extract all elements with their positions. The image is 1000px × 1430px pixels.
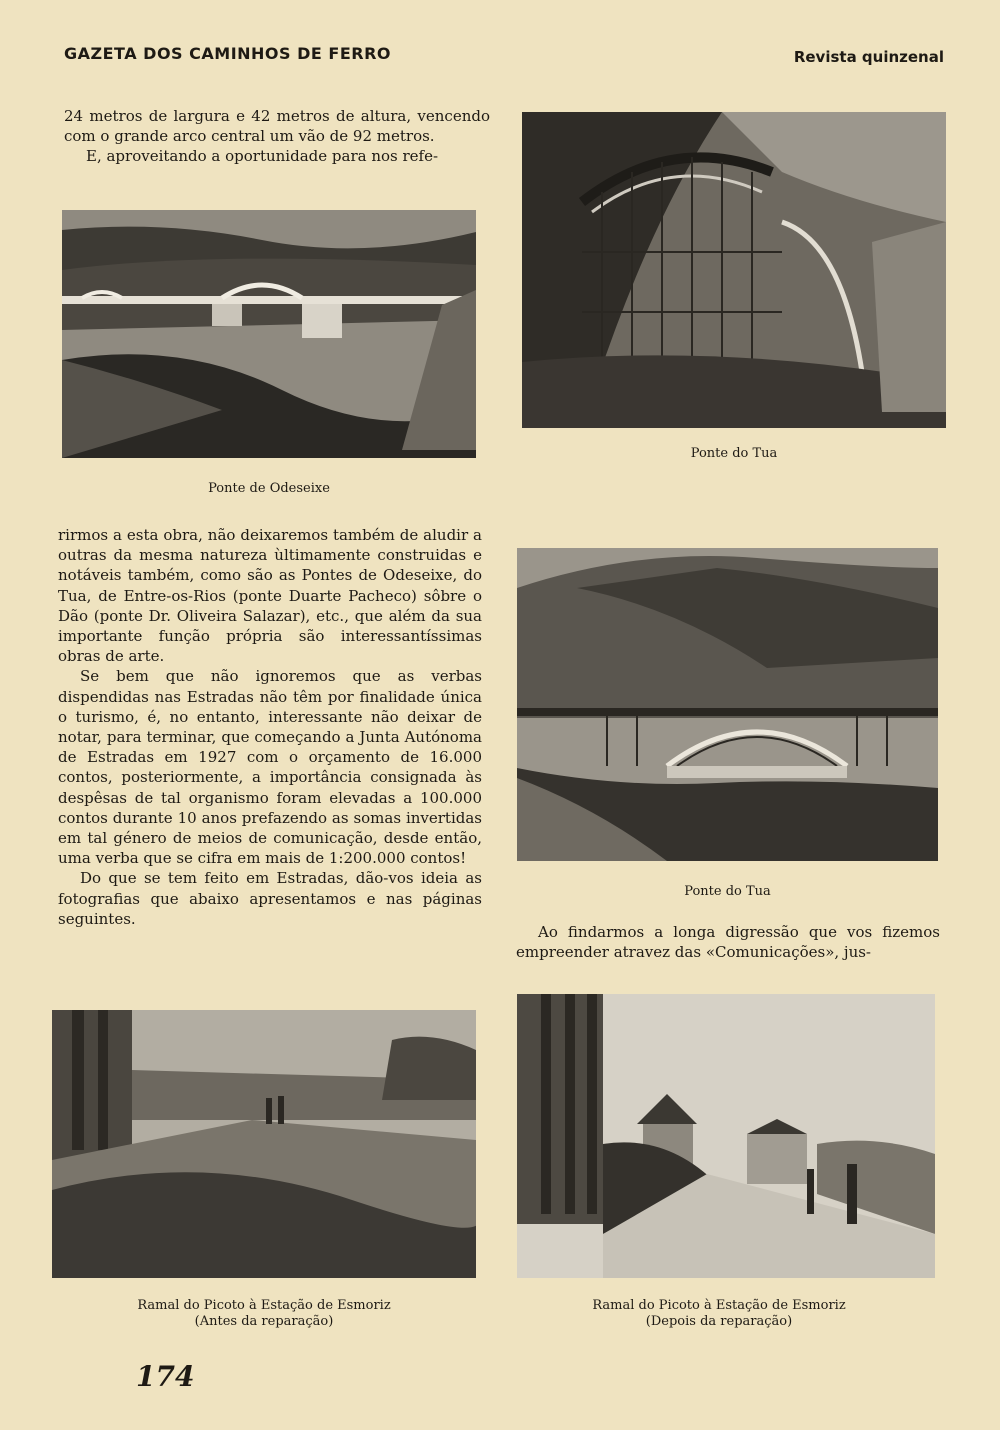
journal-title: GAZETA DOS CAMINHOS DE FERRO — [64, 44, 392, 63]
photo-ramal-picoto-before — [52, 1010, 476, 1278]
page-number: 174 — [136, 1360, 195, 1393]
paragraph: Ao findarmos a longa digressão que vos fizemos empreender atravez das «Comunicações», jus- — [516, 923, 940, 962]
caption-picoto-before-line1: Ramal do Picoto à Estação de Esmoriz — [137, 1298, 391, 1313]
text-block-right — [516, 922, 940, 962]
caption-picoto-after-line1: Ramal do Picoto à Estação de Esmoriz — [592, 1298, 846, 1313]
caption-ponte-odeseixe: Ponte de Odeseixe — [208, 481, 330, 496]
caption-ponte-tua-top: Ponte do Tua — [690, 446, 778, 461]
caption-picoto-after — [510, 1298, 928, 1330]
photo-ponte-tua-construction — [522, 112, 946, 428]
paragraph: Do que se tem feito em Estradas, dão-vos ideia as fotografias que abaixo apresentamos e nas páginas seguintes. — [58, 869, 482, 928]
photo-ponte-odeseixe — [62, 210, 476, 458]
photo-ponte-tua-arch — [517, 548, 938, 861]
photo-ramal-picoto-after — [517, 994, 935, 1278]
text-block-top-left — [64, 106, 490, 167]
journal-subtitle: Revista quinzenal — [793, 48, 944, 66]
paragraph: 24 metros de largura e 42 metros de altura, vencendo com o grande arco central um vão de 92 metros. — [64, 107, 490, 146]
caption-picoto-before-line2: (Antes da reparação) — [194, 1314, 334, 1329]
paragraph: Se bem que não ignoremos que as verbas dispendidas nas Estradas não têm por finalidade única o turismo, é, no entanto, interessante não deixar de notar, para terminar, que começando a Junta Autónoma de Estradas em 1927 com o orçamento de 16.000 contos, posteriormente, a importância consignada às despêsas de tal organismo foram elevadas a 100.000 contos durante 10 anos prefazendo as somas invertidas em tal género de meios de comunicação, desde então, uma verba que se cifra em mais de 1:200.000 contos! — [58, 667, 482, 868]
caption-picoto-after-line2: (Depois da reparação) — [645, 1314, 793, 1329]
paragraph: rirmos a esta obra, não deixaremos também de aludir a outras da mesma natureza ùltimamente construidas e notáveis também, como são as Pontes de Odeseixe, do Tua, de Entre-os-Rios (ponte Duarte Pacheco) sôbre o Dão (ponte Dr. Oliveira Salazar), etc., que além da sua importante função própria são interessantíssimas obras de arte. — [58, 526, 482, 666]
caption-picoto-before — [52, 1298, 476, 1330]
paragraph: E, aproveitando a oportunidade para nos refe- — [86, 147, 439, 166]
text-block-middle-left — [58, 525, 482, 929]
caption-ponte-tua-bottom: Ponte do Tua — [684, 884, 771, 899]
